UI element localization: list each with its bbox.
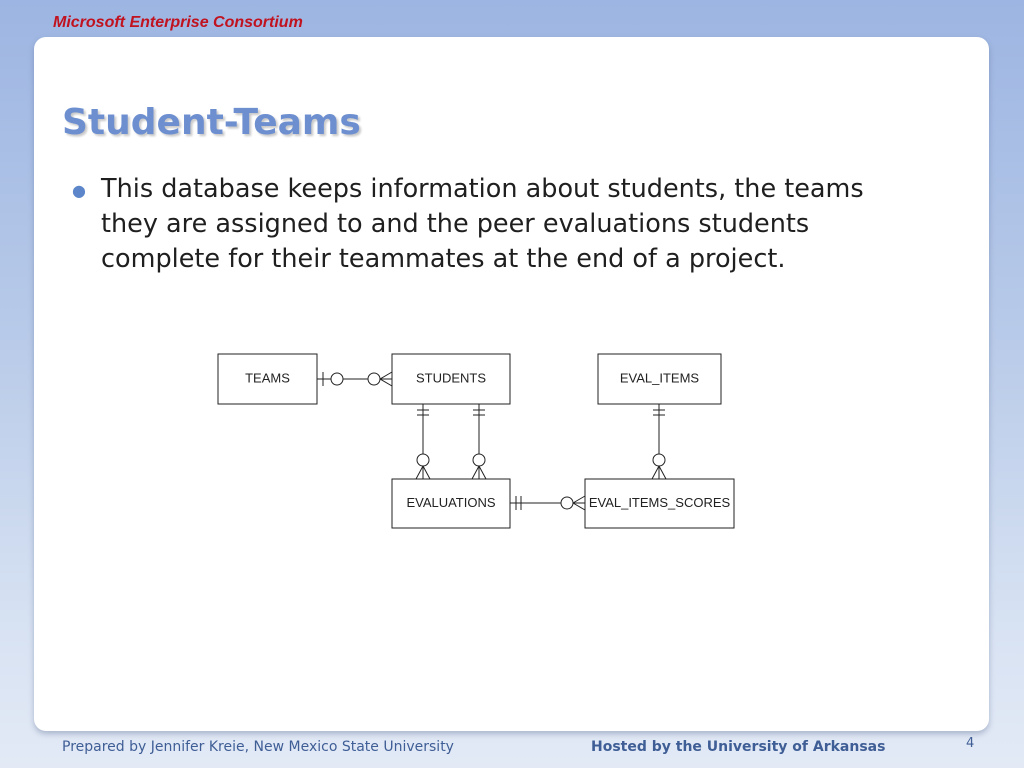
entity-teams <box>218 354 317 404</box>
entity-students-label: STUDENTS <box>415 370 487 386</box>
bullet-icon: ● <box>72 181 86 200</box>
slide-title: Student-Teams <box>62 102 361 143</box>
entity-eval-items <box>598 354 721 404</box>
entity-teams-label: TEAMS <box>245 370 290 386</box>
relationship-evaluations-scores <box>510 496 585 510</box>
relationship-evalitems-scores <box>652 404 666 479</box>
relationship-students-evaluations-2 <box>472 404 486 479</box>
entity-eval-items-label: EVAL_ITEMS <box>619 370 700 386</box>
entity-students <box>392 354 510 404</box>
relationship-teams-students <box>317 372 392 386</box>
page-number: 4 <box>966 736 975 751</box>
entity-evaluations-label: EVALUATIONS <box>406 494 496 510</box>
entity-eval-items-scores <box>585 479 734 528</box>
entity-evaluations <box>392 479 510 528</box>
footer-prepared-by: Prepared by Jennifer Kreie, New Mexico State University <box>62 739 454 755</box>
organization-name: Microsoft Enterprise Consortium <box>53 14 303 31</box>
bullet-text: This database keeps information about students, the teams they are assigned to and the peer evaluations students complete for their teammates at the end of a project. <box>101 174 864 274</box>
relationship-students-evaluations-1 <box>416 404 430 479</box>
footer-hosted-by: Hosted by the University of Arkansas <box>591 739 886 755</box>
entity-eval-items-scores-label: EVAL_ITEMS_SCORES <box>588 494 731 510</box>
